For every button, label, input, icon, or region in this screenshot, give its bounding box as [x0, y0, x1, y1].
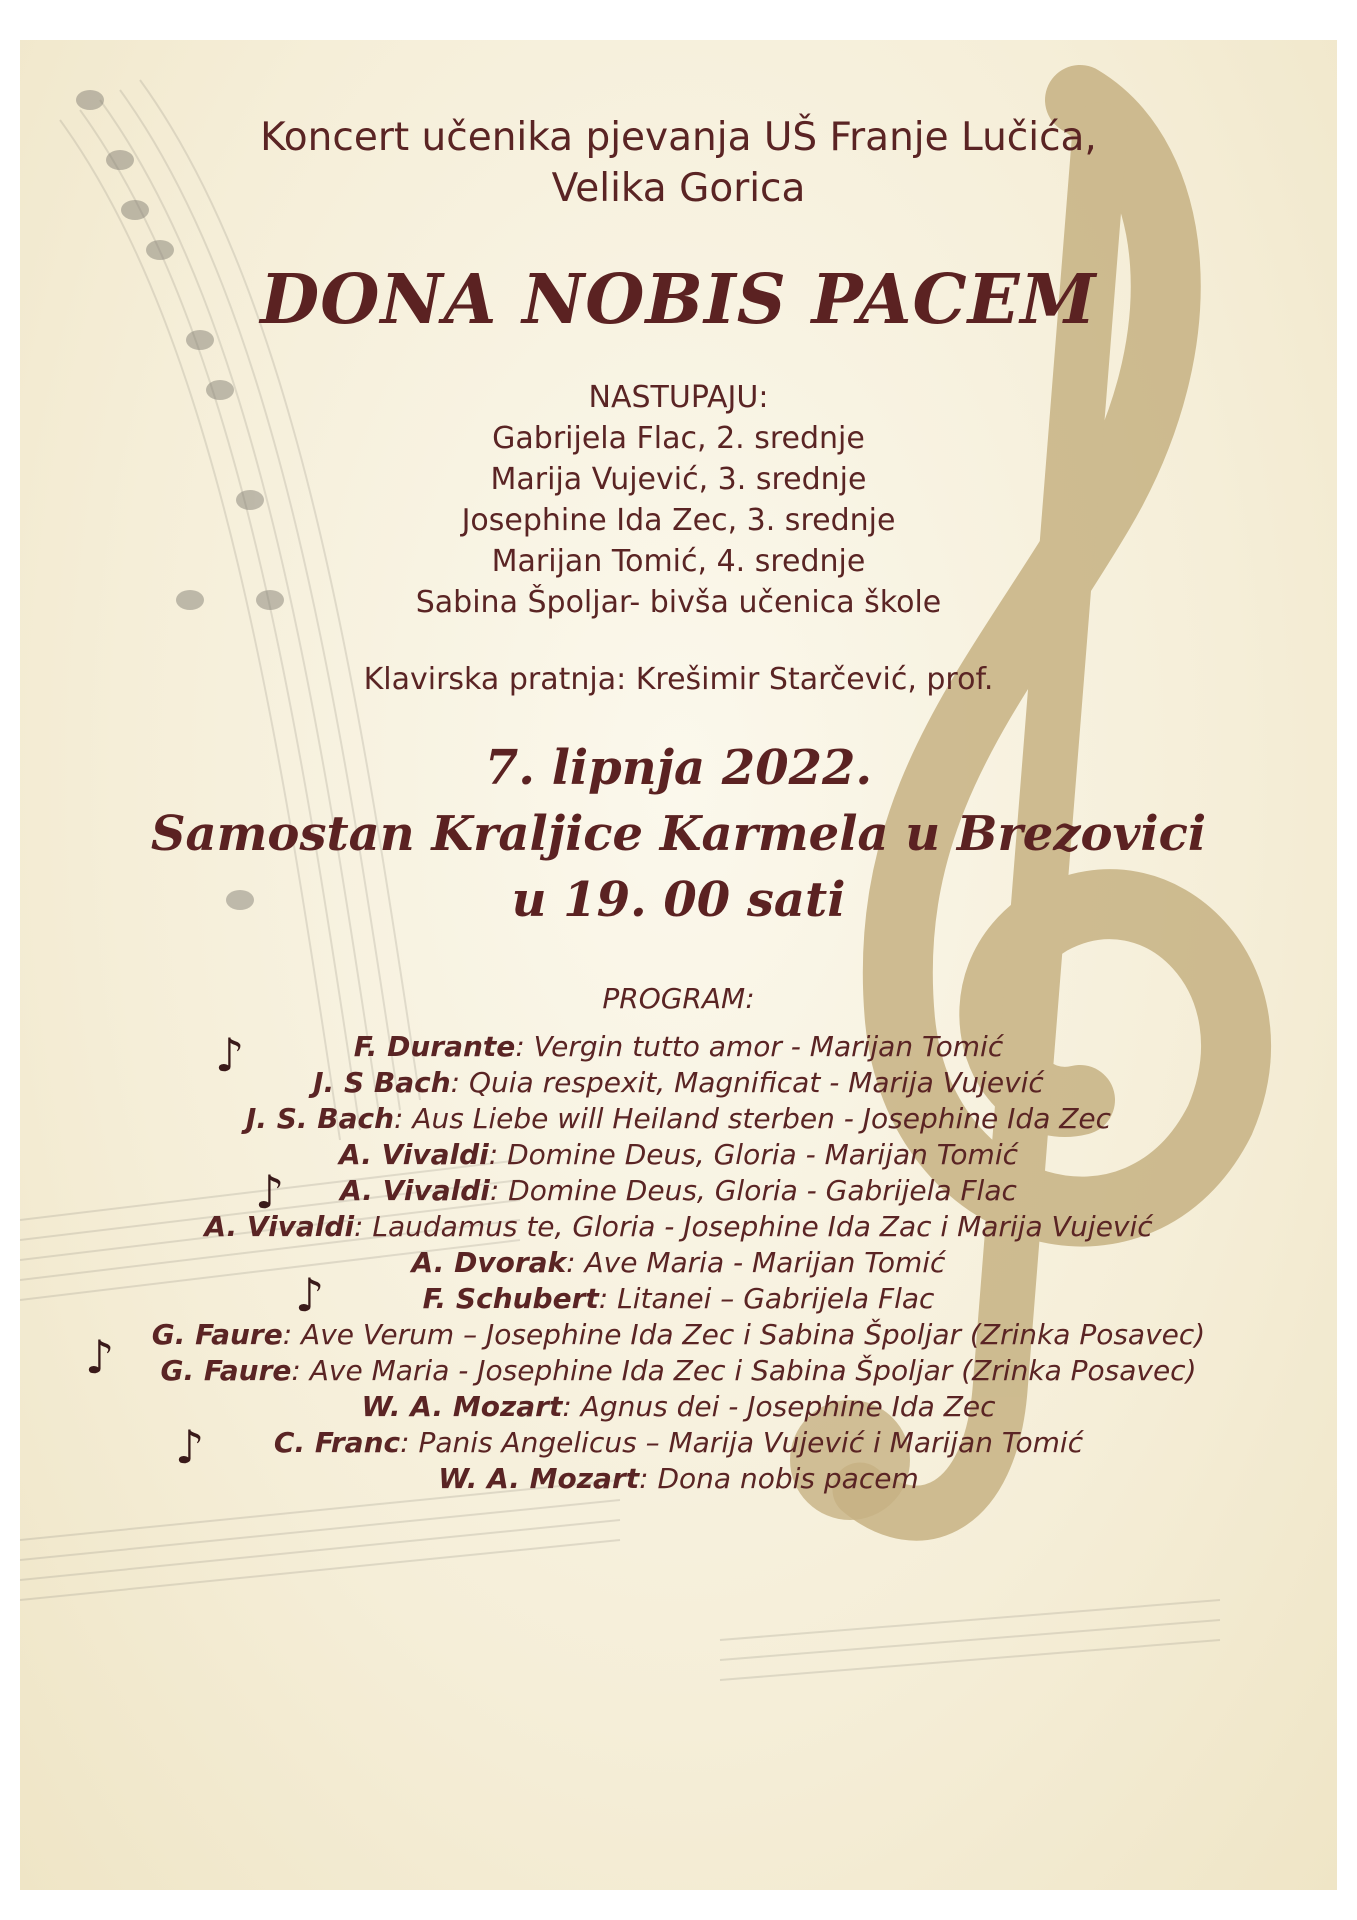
program-composer: A. Vivaldi [340, 1174, 490, 1207]
program-item [0, 1030, 1357, 1063]
program-piece: : Vergin tutto amor - Marijan Tomić [515, 1030, 1004, 1063]
program-composer: W. A. Mozart [438, 1462, 640, 1495]
program-item [0, 1282, 1357, 1315]
music-note-icon: ♪ [175, 1420, 205, 1474]
program-composer: F. Durante [353, 1030, 516, 1063]
concert-title: DONA NOBIS PACEM [260, 260, 1097, 340]
program-item [0, 1354, 1357, 1387]
program-item [0, 1138, 1357, 1171]
accompaniment-line: Klavirska pratnja: Krešimir Starčević, prof. [363, 662, 994, 697]
performers-heading: NASTUPAJU: [588, 380, 769, 415]
performer-item: Sabina Špoljar- bivša učenica škole [415, 585, 942, 620]
program-composer: J. S Bach [313, 1066, 451, 1099]
program-piece: : Panis Angelicus – Marija Vujević i Marijan Tomić [400, 1426, 1084, 1459]
school-concert-line: Koncert učenika pjevanja UŠ Franje Lučića, [260, 115, 1097, 160]
program-composer: G. Faure [151, 1318, 283, 1351]
program-composer: A. Dvorak [411, 1246, 567, 1279]
program-item [0, 1318, 1357, 1351]
program-composer: C. Franc [273, 1426, 401, 1459]
program-composer: F. Schubert [422, 1282, 599, 1315]
program-piece: : Domine Deus, Gloria - Gabrijela Flac [489, 1174, 1017, 1207]
city-line: Velika Gorica [551, 166, 806, 211]
program-piece: : Laudamus te, Gloria - Josephine Ida Zac i Marija Vujević [354, 1210, 1153, 1243]
music-note-icon: ♪ [295, 1268, 325, 1322]
performer-item: Marijan Tomić, 4. srednje [491, 544, 866, 579]
program-composer: A. Vivaldi [204, 1210, 355, 1243]
program-item [0, 1390, 1357, 1423]
program-heading: PROGRAM: [602, 982, 755, 1015]
program-piece: : Ave Maria - Marijan Tomić [566, 1246, 946, 1279]
event-date: 7. lipnja 2022. [484, 740, 873, 796]
program-piece: : Aus Liebe will Heiland sterben - Josephine Ida Zec [394, 1102, 1112, 1135]
program-piece: : Quia respexit, Magnificat - Marija Vujević [450, 1066, 1044, 1099]
program-piece: : Dona nobis pacem [639, 1462, 919, 1495]
program-item [0, 1066, 1357, 1099]
performer-item: Marija Vujević, 3. srednje [490, 462, 867, 497]
program-item [0, 1246, 1357, 1279]
program-piece: : Agnus dei - Josephine Ida Zec [562, 1390, 996, 1423]
program-composer: J. S. Bach [245, 1102, 395, 1135]
program-composer: G. Faure [160, 1354, 292, 1387]
performer-item: Josephine Ida Zec, 3. srednje [461, 503, 896, 538]
event-time: u 19. 00 sati [511, 872, 846, 928]
program-piece: : Litanei – Gabrijela Flac [598, 1282, 935, 1315]
program-item [0, 1102, 1357, 1135]
program-item [0, 1174, 1357, 1207]
program-piece: : Domine Deus, Gloria - Marijan Tomić [488, 1138, 1018, 1171]
music-note-icon: ♪ [85, 1330, 115, 1384]
music-note-icon: ♪ [255, 1165, 285, 1219]
program-piece: : Ave Verum – Josephine Ida Zec i Sabina Špoljar (Zrinka Posavec) [282, 1318, 1206, 1351]
program-composer: W. A. Mozart [361, 1390, 563, 1423]
performer-item: Gabrijela Flac, 2. srednje [492, 421, 865, 456]
music-note-icon: ♪ [215, 1028, 245, 1082]
program-composer: A. Vivaldi [339, 1138, 489, 1171]
program-item [0, 1210, 1357, 1243]
event-venue: Samostan Kraljice Karmela u Brezovici [150, 806, 1207, 862]
program-piece: : Ave Maria - Josephine Ida Zec i Sabina Špoljar (Zrinka Posavec) [291, 1354, 1197, 1387]
